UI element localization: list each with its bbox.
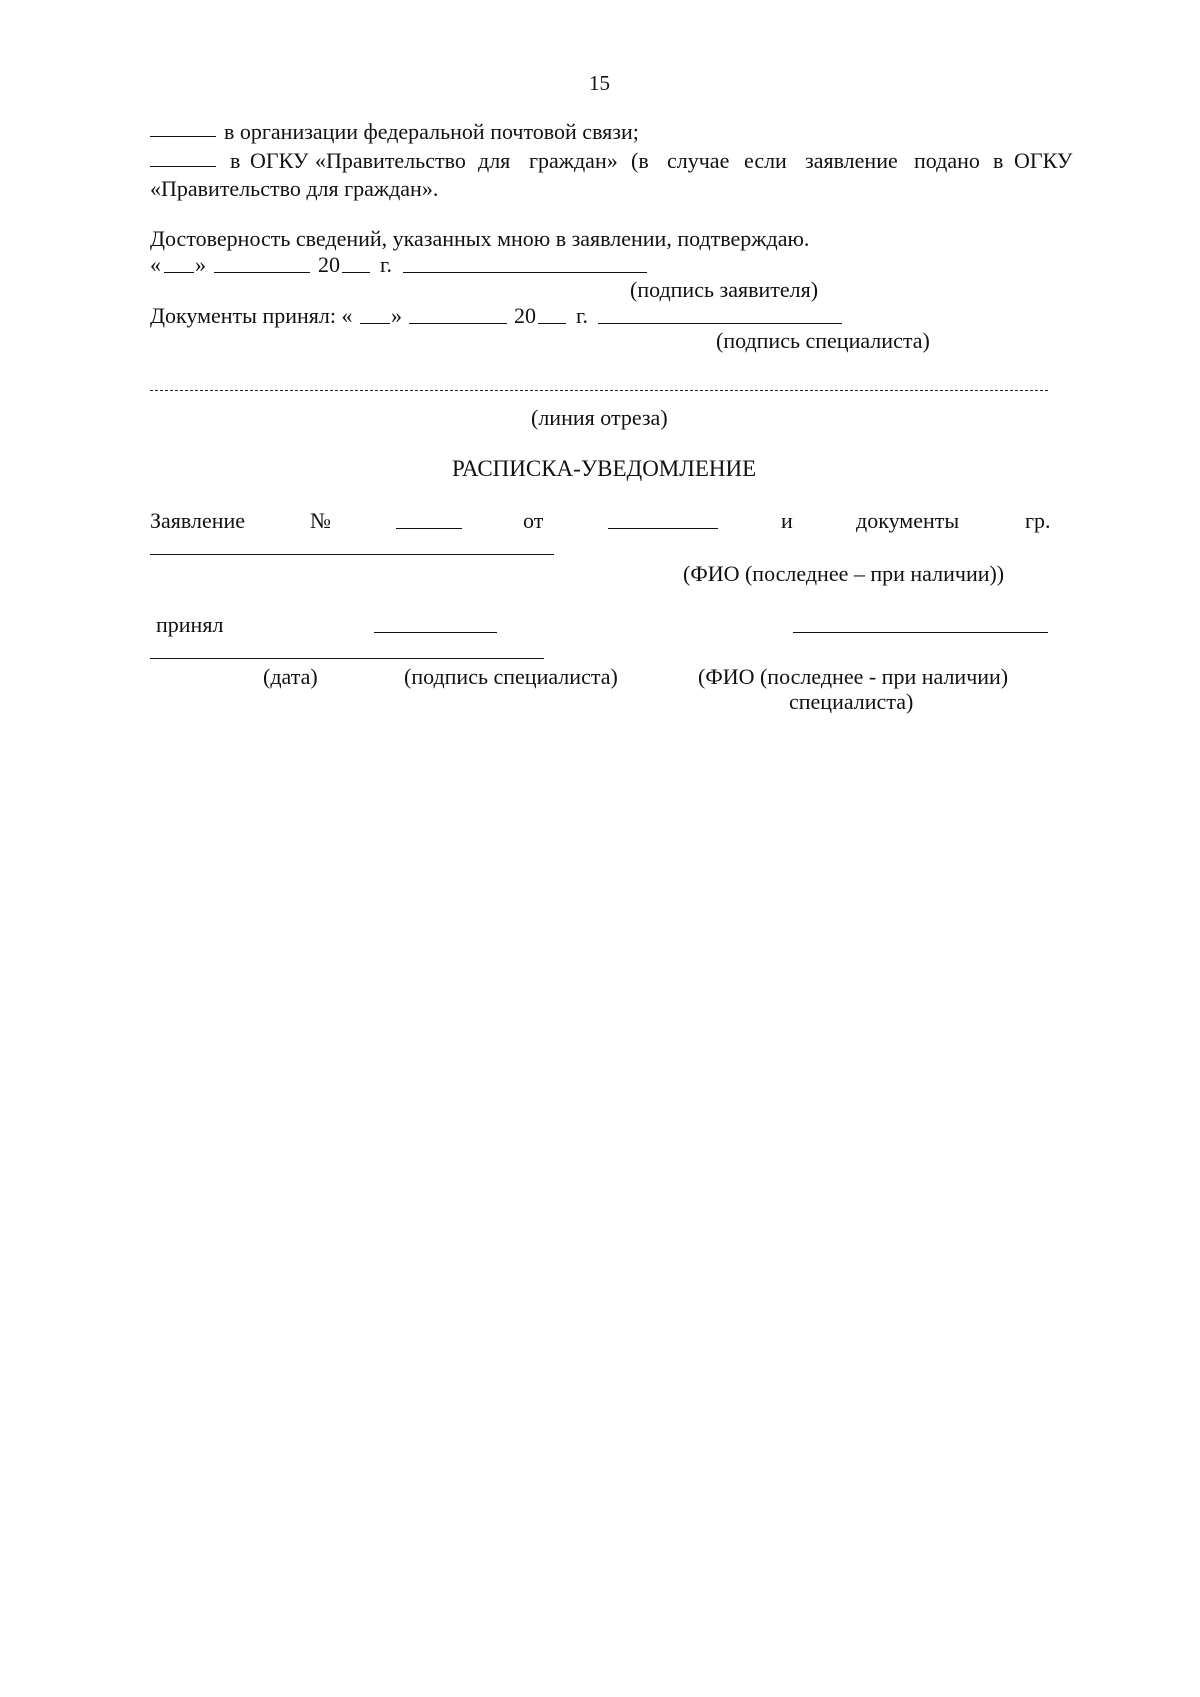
accepted-month-blank [409, 323, 507, 324]
receipt-accepted-blank [374, 632, 497, 633]
page-number: 15 [589, 71, 610, 95]
option-post-blank [150, 136, 216, 137]
specialist-fio-caption-1: (ФИО (последнее - при наличии) [698, 664, 1009, 689]
year-blank [342, 272, 370, 273]
accepted-day-blank [360, 323, 390, 324]
ogku-word: случае [667, 148, 730, 173]
specialist-signature-caption: (подпись специалиста) [716, 328, 930, 353]
year-prefix: 20 [318, 252, 340, 277]
ogku-word: если [744, 148, 787, 173]
year-suffix: г. [576, 303, 589, 328]
ogku-word: (в [631, 148, 649, 173]
confirmation-statement: Достоверность сведений, указанных мною в заявлении, подтверждаю. [150, 226, 810, 251]
option-ogku-blank [150, 166, 216, 167]
month-blank [214, 272, 310, 273]
receipt-word: гр. [1025, 508, 1051, 533]
receipt-word: Заявление [150, 508, 246, 533]
ogku-word: в [993, 148, 1004, 173]
quote-close: » [195, 252, 206, 277]
citizen-fio-caption: (ФИО (последнее – при наличии)) [683, 561, 1005, 586]
ogku-word: граждан» [529, 148, 618, 173]
applicant-signature-line [403, 272, 647, 273]
citizen-fio-line [150, 554, 554, 555]
option-post-text: в организации федеральной почтовой связи; [224, 119, 639, 144]
ogku-word: подано [914, 148, 980, 173]
ogku-word: ОГКУ [1014, 148, 1073, 173]
date-caption: (дата) [263, 664, 318, 689]
receipt-number-blank [396, 528, 462, 529]
quote-close: » [391, 303, 402, 328]
receipt-title: РАСПИСКА-УВЕДОМЛЕНИЕ [452, 456, 757, 481]
receipt-word: документы [856, 508, 960, 533]
cut-line-caption: (линия отреза) [531, 405, 668, 430]
receipt-word: № [310, 508, 331, 533]
specialist-fio-line [793, 632, 1048, 633]
receipt-word: от [523, 508, 544, 533]
applicant-signature-caption: (подпись заявителя) [630, 277, 819, 302]
receipt-word: и [781, 508, 793, 533]
date-signature-line [150, 658, 544, 659]
specialist-signature-line [598, 323, 842, 324]
accepted-word: принял [156, 612, 224, 637]
cut-line [150, 390, 1048, 391]
ogku-word: для [478, 148, 511, 173]
accepted-label: Документы принял: « [150, 303, 353, 328]
ogku-word: «Правительство [315, 148, 466, 173]
option-ogku-line2: «Правительство для граждан». [150, 176, 439, 201]
ogku-word: в [230, 148, 241, 173]
day-blank [164, 272, 194, 273]
ogku-word: ОГКУ [250, 148, 309, 173]
quote-open: « [150, 252, 161, 277]
year-prefix: 20 [514, 303, 536, 328]
specialist-fio-caption-2: специалиста) [789, 689, 914, 714]
accepted-year-blank [538, 323, 566, 324]
ogku-word: заявление [805, 148, 898, 173]
year-suffix: г. [380, 252, 393, 277]
receipt-date-blank [608, 528, 718, 529]
receipt-signature-caption: (подпись специалиста) [404, 664, 618, 689]
